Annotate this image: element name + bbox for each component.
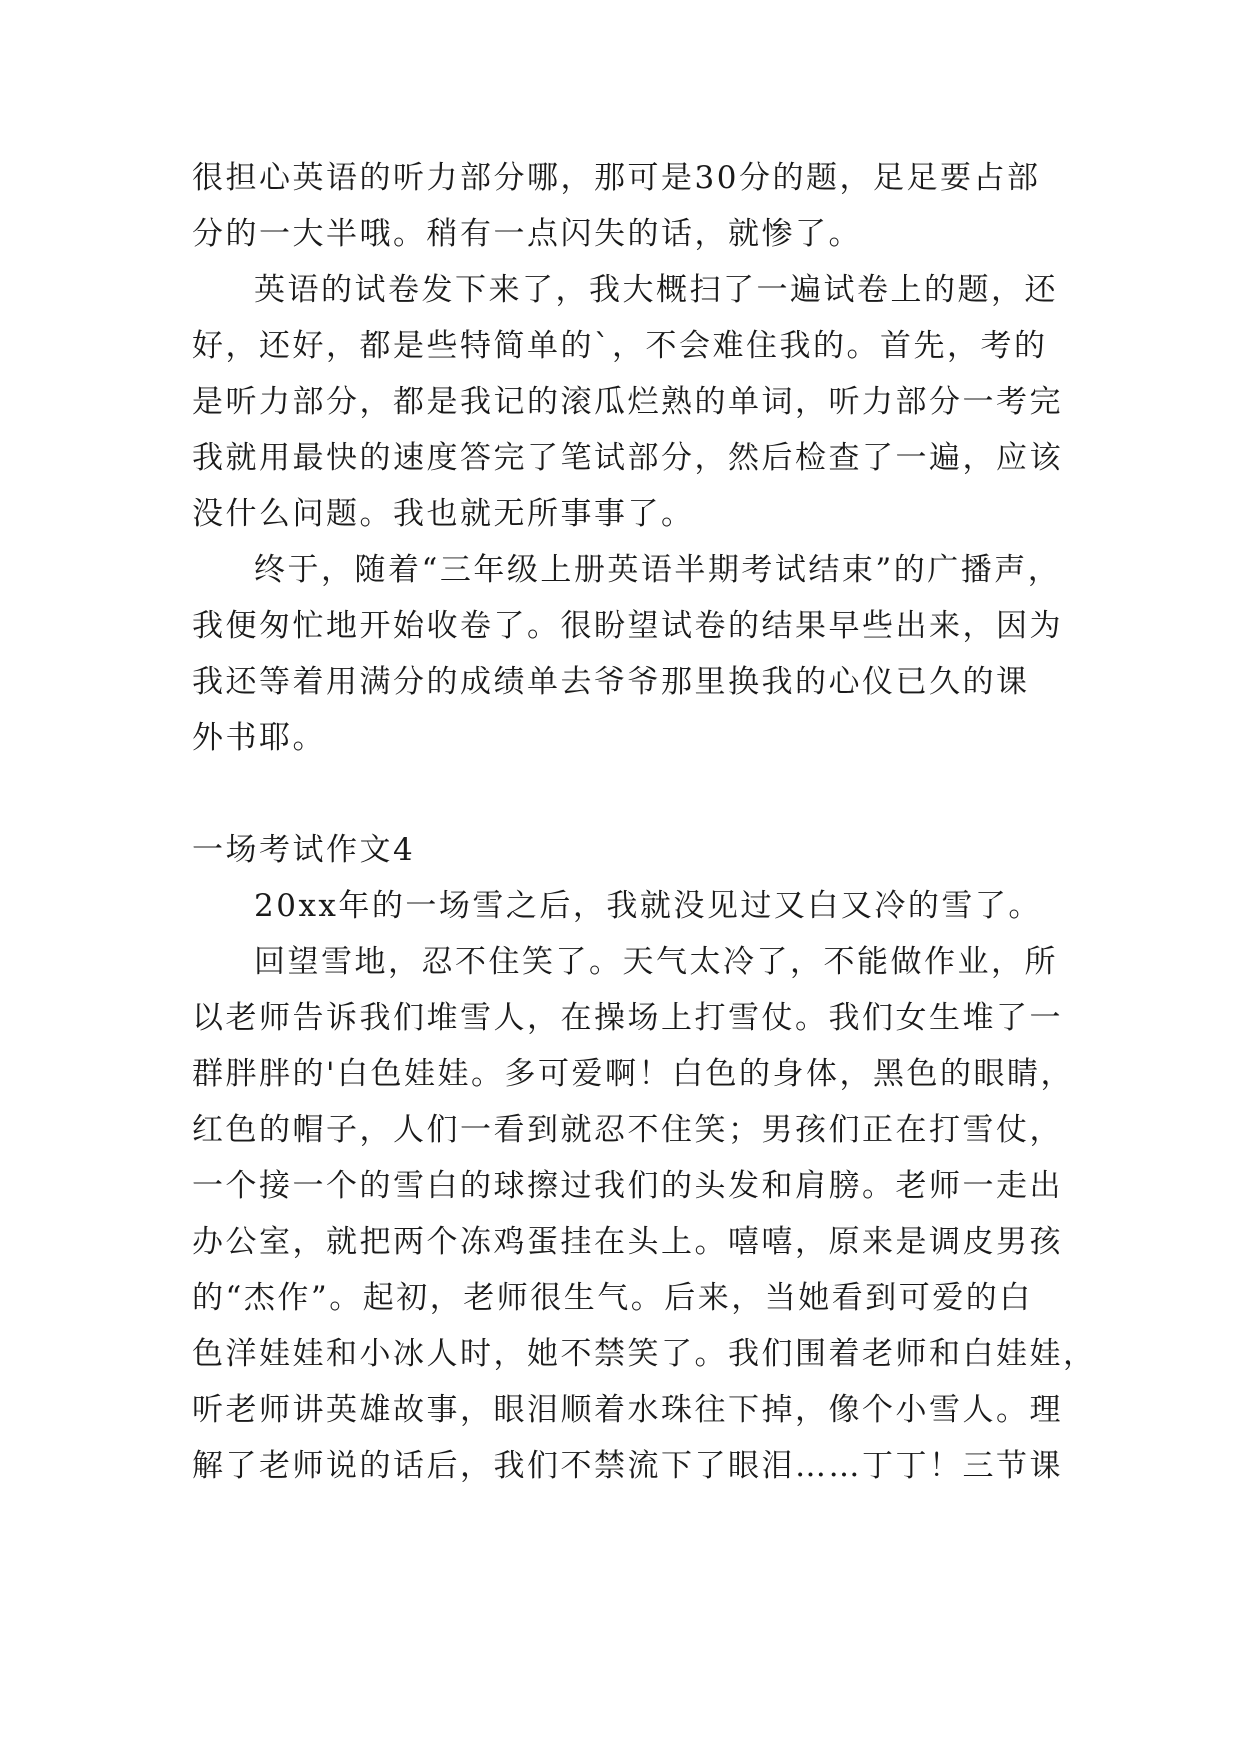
text-line: 我还等着用满分的成绩单去爷爷那里换我的心仪已久的课 (192, 664, 1030, 700)
text-line: 好，还好，都是些特简单的`，不会难住我的。首先，考的 (192, 328, 1048, 364)
text-line: 很担心英语的听力部分哪，那可是30分的题，足足要占部 (192, 160, 1041, 196)
text-line: 色洋娃娃和小冰人时，她不禁笑了。我们围着老师和白娃娃， (192, 1336, 1097, 1372)
text-line: 英语的试卷发下来了，我大概扫了一遍试卷上的题，还 (254, 272, 1058, 308)
text-line: 我便匆忙地开始收卷了。很盼望试卷的结果早些出来，因为 (192, 608, 1063, 644)
text-line: 终于，随着“三年级上册英语半期考试结束”的广播声， (254, 552, 1062, 588)
text-line: 红色的帽子，人们一看到就忍不住笑；男孩们正在打雪仗， (192, 1112, 1063, 1148)
text-line: 我就用最快的速度答完了笔试部分，然后检查了一遍，应该 (192, 440, 1063, 476)
text-line: 分的一大半哦。稍有一点闪失的话，就惨了。 (192, 216, 862, 252)
text-line: 没什么问题。我也就无所事事了。 (192, 496, 695, 532)
text-line: 一个接一个的雪白的球擦过我们的头发和肩膀。老师一走出 (192, 1168, 1063, 1204)
text-line: 办公室，就把两个冻鸡蛋挂在头上。嘻嘻，原来是调皮男孩 (192, 1224, 1063, 1260)
text-line: 听老师讲英雄故事，眼泪顺着水珠往下掉，像个小雪人。理 (192, 1392, 1063, 1428)
text-line: 外书耶。 (192, 720, 326, 756)
text-line: 解了老师说的话后，我们不禁流下了眼泪……丁丁！三节课 (192, 1448, 1063, 1484)
text-line: 是听力部分，都是我记的滚瓜烂熟的单词，听力部分一考完 (192, 384, 1063, 420)
text-line: 20xx年的一场雪之后，我就没见过又白又冷的雪了。 (254, 888, 1042, 924)
text-line: 群胖胖的'白色娃娃。多可爱啊！白色的身体，黑色的眼睛， (192, 1056, 1075, 1092)
section-heading: 一场考试作文4 (192, 832, 416, 868)
text-line: 以老师告诉我们堆雪人，在操场上打雪仗。我们女生堆了一 (192, 1000, 1063, 1036)
text-line: 回望雪地，忍不住笑了。天气太冷了，不能做作业，所 (254, 944, 1058, 980)
text-line: 的“杰作”。起初，老师很生气。后来，当她看到可爱的白 (192, 1280, 1033, 1316)
